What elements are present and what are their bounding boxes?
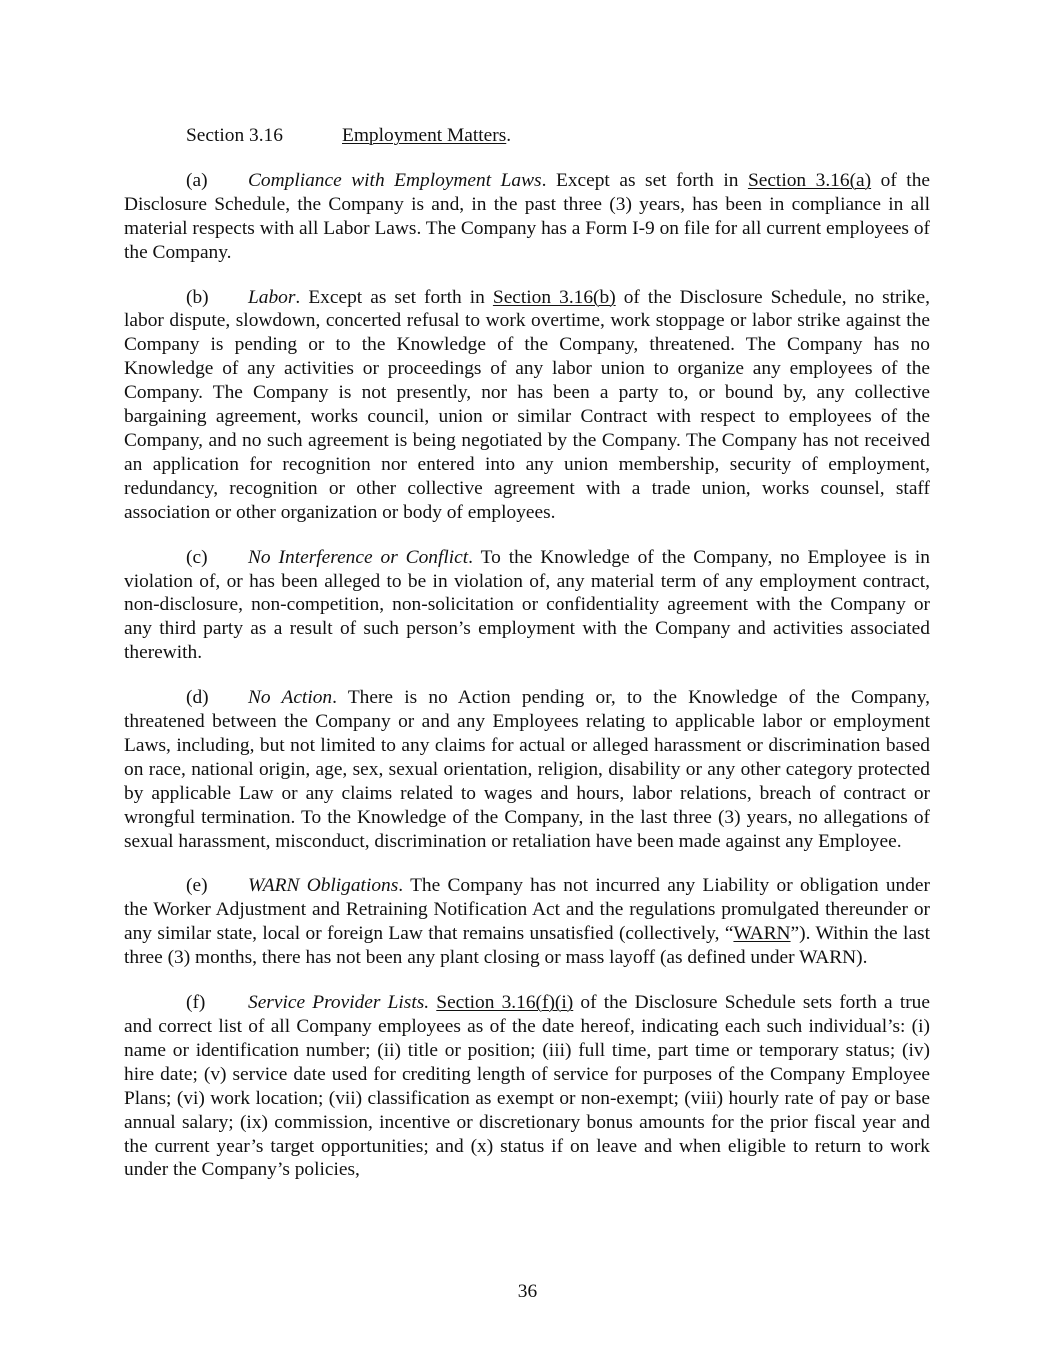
- paragraph-text: The Company has not incurred any Liability or obligation under the Worker Adjustment and Retraining Notification Act and the regulations promulgated thereunder or any similar state, local or foreign Law that remains unsatisfied (collectively, “: [124, 875, 931, 945]
- paragraph-text: of the Disclosure Schedule, no strike, labor dispute, slowdown, concerted refusal to work overtime, work stoppage or labor strike against the Company is pending or to the Knowledge of the Company, threatened. The Company has no Knowledge of any activities or proceedings of any labor union to organize any employees of the Company. The Company is not presently, nor has been a party to, or bound by, any collective bargaining agreement, works council, union or similar Contract with respect to employees of the Company, and no such agreement is being negotiated by the Company. The Company has not received an application for recognition nor entered into any union membership, security of employment, redundancy, recognition or other collective agreement with a trade union, works counsel, staff association or other organization or body of employees.: [124, 286, 930, 523]
- paragraph-text: Except as set forth in: [300, 286, 493, 308]
- paragraph-d: [124, 686, 930, 853]
- section-body: [124, 124, 930, 1182]
- paragraph-label: (d): [186, 687, 209, 709]
- paragraph-label: (e): [186, 875, 208, 897]
- paragraph-label: (f): [186, 992, 206, 1014]
- page-number: 36: [517, 1281, 538, 1302]
- paragraph-title: Service Provider Lists.: [248, 992, 430, 1014]
- paragraph-title-suffix: .: [398, 875, 404, 897]
- paragraph-title-suffix: .: [541, 169, 547, 191]
- paragraph-text: ”). Within the last three (3) months, there has not been any plant closing or mass layoff (as defined under WARN).: [124, 923, 930, 969]
- section-title-suffix: .: [506, 125, 512, 146]
- section-reference: Section 3.16(b): [492, 286, 616, 308]
- paragraph-label: (c): [186, 546, 208, 568]
- paragraph-e: [124, 874, 930, 970]
- section-title: Employment Matters: [342, 125, 507, 146]
- paragraph-title-suffix: .: [295, 286, 301, 308]
- paragraph-a: [124, 169, 930, 265]
- paragraph-b: [124, 286, 930, 525]
- section-number: Section 3.16: [186, 125, 283, 146]
- paragraph-label: (b): [186, 286, 209, 308]
- paragraph-title: Compliance with Employment Laws: [248, 169, 542, 191]
- paragraph-text: To the Knowledge of the Company, no Employee is in violation of, or has been alleged to be in violation of, any material term of any employment contract, non-disclosure, non-competition, non-solicitation or confidentiality agreement with the Company or any third party as a result of such person’s employment with the Company and activities associated therewith.: [124, 546, 931, 664]
- section-reference: Section 3.16(a): [747, 169, 872, 191]
- paragraph-c: [124, 546, 930, 666]
- paragraph-title: WARN Obligations: [248, 875, 399, 897]
- section-heading: [124, 124, 930, 148]
- paragraph-title: Labor: [248, 286, 296, 308]
- paragraph-title: No Interference or Conflict: [248, 546, 469, 568]
- paragraph-text: of the Disclosure Schedule sets forth a true and correct list of all Company employees as of the date hereof, indicating each such individual’s: (i) name or identification number; (ii) title or position; (iii) full time, part time or temporary status; (iv) hire date; (v) service date used for crediting length of service for purposes of the Company Employee Plans; (vi) work location; (vii) classification as exempt or non-exempt; (viii) hourly rate of pay or base annual salary; (ix) commission, incentive or discretionary bonus amounts for the prior fiscal year and the current year’s target opportunities; and (x) status if on leave and when eligible to return to work under the Company’s policies,: [124, 992, 930, 1181]
- paragraph-title: No Action: [248, 687, 333, 709]
- paragraph-label: (a): [186, 169, 208, 191]
- paragraph-text: There is no Action pending or, to the Knowledge of the Company, threatened between the Company or and any Employees relating to applicable labor or employment Laws, including, but not limited to any claims for actual or alleged harassment or discrimination based on race, national origin, age, sex, sexual orientation, religion, disability or any other category protected by applicable Law or any claims related to wages and hours, labor relations, breach of contract or wrongful termination. To the Knowledge of the Company, in the last three (3) years, no allegations of sexual harassment, misconduct, discrimination or retaliation have been made against any Employee.: [124, 687, 930, 852]
- paragraph-title-suffix: .: [468, 546, 474, 568]
- paragraph-title-suffix: .: [332, 687, 337, 709]
- paragraph-text: Except as set forth in: [546, 169, 748, 191]
- section-reference: Section 3.16(f)(i): [436, 992, 574, 1014]
- paragraph-f: [124, 991, 930, 1182]
- paragraph-text: of the Disclosure Schedule, the Company is and, in the past three (3) years, has been in compliance in all material respects with all Labor Laws. The Company has a Form I-9 on file for all current employees of the Company.: [124, 169, 930, 263]
- defined-term: WARN: [733, 923, 791, 945]
